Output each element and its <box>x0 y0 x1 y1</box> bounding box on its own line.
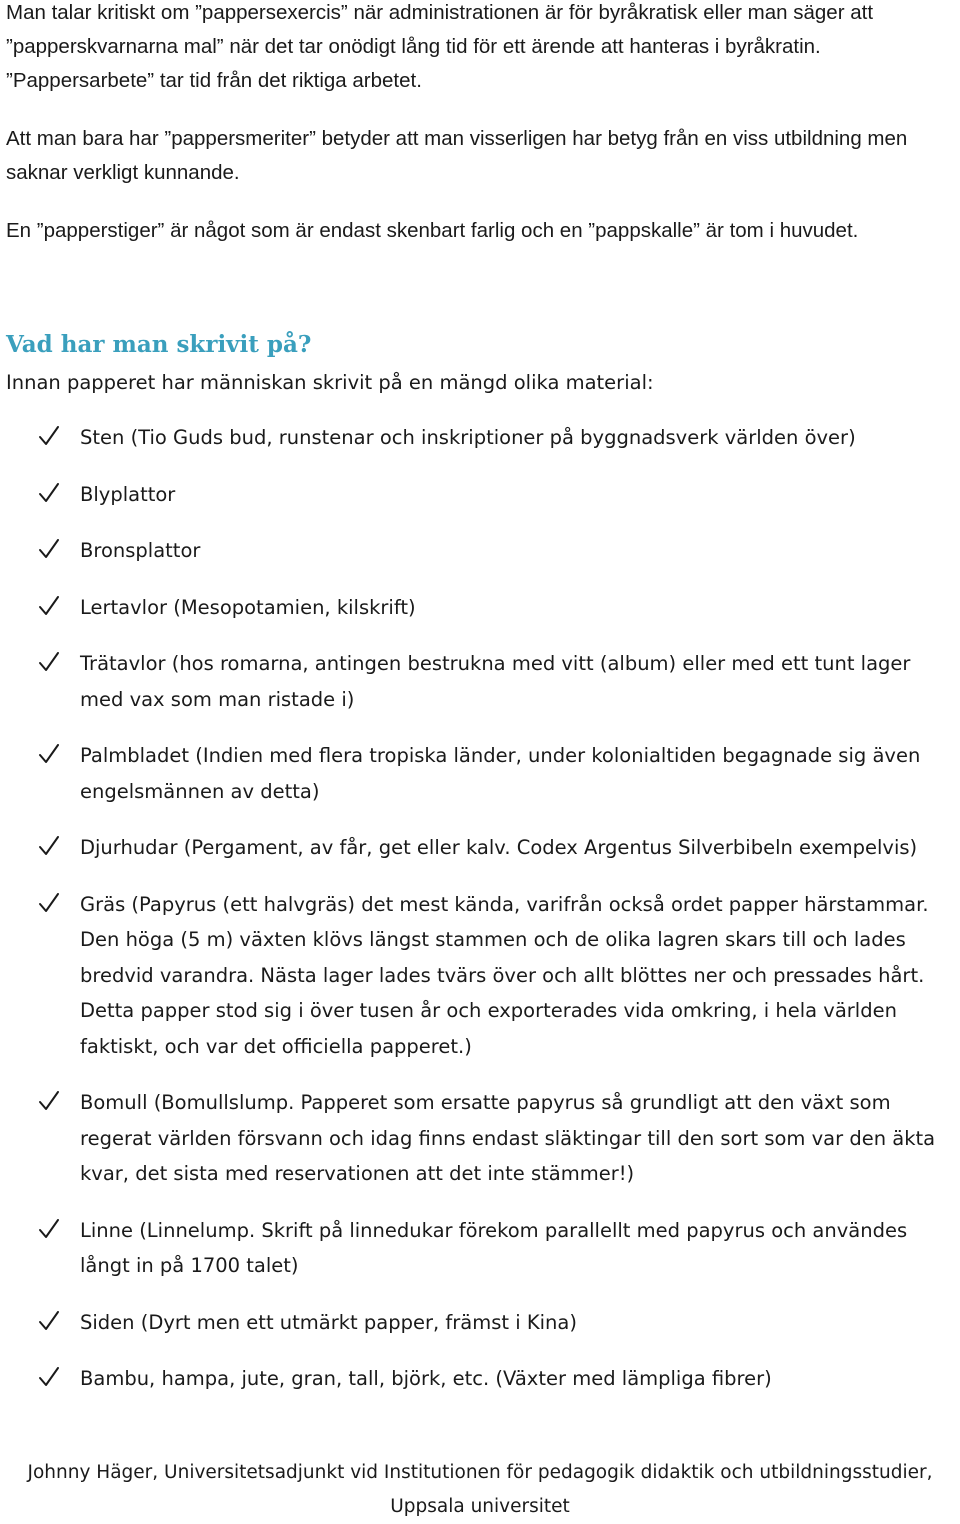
intro-paragraph-1: Man talar kritiskt om ”pappersexercis” när administrationen är för byråkratisk eller man säger att ”papperskvarnarna mal” när det tar onödigt lång tid för ett ärende att hanteras i byråkratin. ”Pappersarbete” tar tid från det riktiga arbetet. <box>6 1 874 92</box>
checkmark-icon <box>38 892 60 914</box>
checkmark-icon <box>38 1218 60 1240</box>
list-item-text: Sten (Tio Guds bud, runstenar och inskriptioner på byggnadsverk världen över) <box>80 426 856 449</box>
list-item <box>0 738 960 809</box>
intro-paragraph-3: En ”papperstiger” är något som är endast skenbart farlig och en ”pappskalle” är tom i huvudet. <box>6 219 859 242</box>
footer-author-line: Johnny Häger, Universitetsadjunkt vid Institutionen för pedagogik didaktik och utbildningsstudier, <box>27 1462 933 1483</box>
intro-paragraph-2: Att man bara har ”pappersmeriter” betyder att man visserligen har betyg från en viss utbildning men saknar verkligt kunnande. <box>6 127 908 184</box>
checkmark-icon <box>38 595 60 617</box>
checkmark-icon <box>38 482 60 504</box>
checkmark-icon <box>38 835 60 857</box>
checkmark-icon <box>38 651 60 673</box>
list-item <box>0 830 960 866</box>
footer-university-line: Uppsala universitet <box>390 1496 570 1517</box>
list-item <box>0 1305 960 1341</box>
checkmark-icon <box>38 425 60 447</box>
list-item-text: Siden (Dyrt men ett utmärkt papper, främst i Kina) <box>80 1310 577 1334</box>
page-footer <box>0 1456 960 1524</box>
list-item <box>0 1361 960 1397</box>
section-intro: Innan papperet har människan skrivit på en mängd olika material: <box>6 371 654 394</box>
checkmark-icon <box>38 1366 60 1388</box>
list-item-text: Djurhudar (Pergament, av får, get eller kalv. Codex Argentus Silverbibeln exempelvis) <box>80 836 918 859</box>
list-item <box>0 420 960 456</box>
checkmark-icon <box>38 538 60 560</box>
checkmark-icon <box>38 1090 60 1112</box>
list-item-text: Blyplattor <box>80 482 176 506</box>
list-item-text: Bomull (Bomullslump. Papperet som ersatte papyrus så grundligt att den växt som regerat världen försvann och idag finns endast släktingar till den sort som var den äkta kvar, det sista med reservationen att det inte stämmer!) <box>80 1091 936 1185</box>
list-item-text: Lertavlor (Mesopotamien, kilskrift) <box>80 595 416 619</box>
list-item <box>0 1085 960 1192</box>
list-item-text: Linne (Linnelump. Skrift på linnedukar förekom parallellt med papyrus och användes långt in på 1700 talet) <box>80 1218 908 1277</box>
list-item <box>0 887 960 1065</box>
list-item <box>0 1213 960 1284</box>
list-item-text: Bambu, hampa, jute, gran, tall, björk, etc. (Växter med lämpliga fibrer) <box>80 1367 772 1390</box>
list-item-text: Trätavlor (hos romarna, antingen bestrukna med vitt (album) eller med ett tunt lager med vax som man ristade i) <box>80 652 911 711</box>
list-item <box>0 477 960 513</box>
list-item-text: Gräs (Papyrus (ett halvgräs) det mest kända, varifrån också ordet papper härstammar. Den höga (5 m) växten klövs längst stammen och de olika lagren skars till och lades bredvid varandra. Nästa lager lades tvärs över och allt blöttes ner och pressades hårt. Detta papper stod sig i över tusen år och exporterades vida omkring, i hela världen faktiskt, och var det officiella papperet.) <box>80 892 929 1058</box>
list-item <box>0 646 960 717</box>
list-item <box>0 590 960 626</box>
list-item <box>0 533 960 569</box>
checkmark-icon <box>38 1310 60 1332</box>
section-heading: Vad har man skrivit på? <box>6 331 312 358</box>
list-item-text: Palmbladet (Indien med flera tropiska länder, under kolonialtiden begagnade sig även engelsmännen av detta) <box>80 744 921 803</box>
list-item-text: Bronsplattor <box>80 539 201 562</box>
checkmark-icon <box>38 743 60 765</box>
materials-list <box>0 420 960 1418</box>
